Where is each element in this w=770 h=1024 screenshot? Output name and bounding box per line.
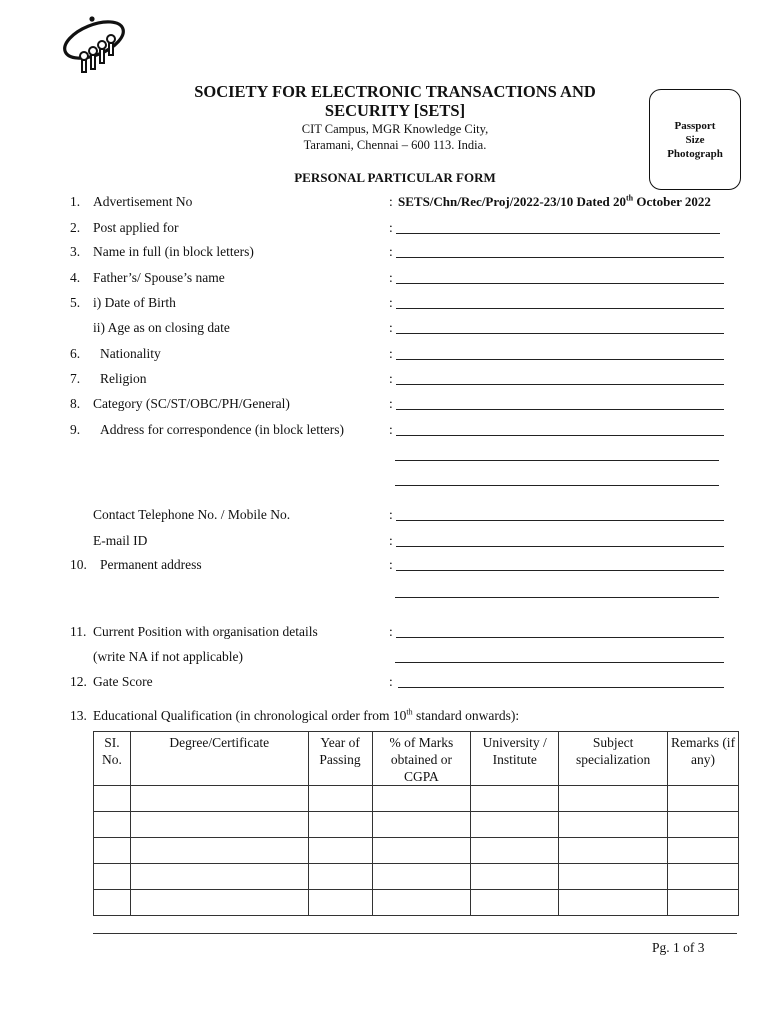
org-name-line2: SECURITY [SETS] — [324, 101, 466, 120]
passport-photo-box[interactable] — [649, 89, 741, 190]
current-position-line2[interactable] — [395, 662, 724, 663]
field-colon: : — [389, 422, 393, 437]
field-label: i) Date of Birth — [93, 295, 176, 310]
field-email — [70, 533, 750, 553]
field-label: (write NA if not applicable) — [93, 649, 243, 664]
nationality-line[interactable] — [396, 359, 724, 360]
table-cell[interactable] — [130, 812, 308, 838]
field-advertisement-no — [70, 194, 750, 214]
religion-line[interactable] — [396, 384, 724, 385]
field-label: Address for correspondence (in block letters) — [100, 422, 345, 437]
table-cell[interactable] — [308, 838, 372, 864]
field-colon: : — [389, 624, 393, 639]
photo-label-line3: Photograph — [667, 148, 723, 160]
post-applied-line[interactable] — [396, 233, 720, 234]
gate-score-line[interactable] — [398, 687, 724, 688]
permanent-address-line2[interactable] — [395, 597, 719, 598]
field-label: Name in full (in block letters) — [93, 244, 254, 259]
field-label: Contact Telephone No. / Mobile No. — [93, 507, 291, 522]
field-label: Father’s/ Spouse’s name — [93, 270, 225, 285]
field-number: 6. — [70, 346, 81, 361]
table-row — [94, 812, 739, 838]
current-position-line1[interactable] — [396, 637, 724, 638]
table-cell[interactable] — [130, 890, 308, 916]
table-cell[interactable] — [559, 838, 668, 864]
form-title: PERSONAL PARTICULAR FORM — [294, 170, 496, 185]
table-cell[interactable] — [559, 864, 668, 890]
field-number: 11. — [70, 624, 87, 639]
email-line[interactable] — [396, 546, 724, 547]
father-spouse-line[interactable] — [396, 283, 724, 284]
field-colon: : — [389, 270, 393, 285]
page-number: Pg. 1 of 3 — [652, 940, 705, 955]
name-line[interactable] — [396, 257, 724, 258]
correspondence-address-line3[interactable] — [395, 485, 719, 486]
field-dob — [70, 295, 750, 315]
field-permanent-address — [70, 557, 750, 577]
photo-label-line1: Passport — [674, 120, 716, 132]
field-label: Post applied for — [93, 220, 179, 235]
age-line[interactable] — [396, 333, 724, 334]
field-colon: : — [389, 194, 393, 209]
table-cell[interactable] — [668, 812, 739, 838]
table-cell[interactable] — [372, 864, 471, 890]
field-number: 2. — [70, 220, 81, 235]
field-category — [70, 396, 750, 416]
table-cell[interactable] — [471, 812, 559, 838]
field-father-spouse — [70, 270, 750, 290]
table-cell[interactable] — [372, 890, 471, 916]
field-label: Religion — [100, 371, 147, 386]
field-number: 8. — [70, 396, 81, 411]
sets-logo — [58, 14, 134, 78]
field-number: 5. — [70, 295, 81, 310]
table-cell[interactable] — [130, 864, 308, 890]
field-colon: : — [389, 557, 393, 572]
field-label: E-mail ID — [93, 533, 148, 548]
correspondence-address-line1[interactable] — [396, 435, 724, 436]
table-cell[interactable] — [471, 838, 559, 864]
table-cell[interactable] — [668, 786, 739, 812]
col-header-sl-no: SI. No. — [94, 732, 131, 786]
table-row — [94, 786, 739, 812]
field-colon: : — [389, 320, 393, 335]
table-cell[interactable] — [559, 786, 668, 812]
field-gate-score — [70, 674, 750, 694]
field-colon: : — [389, 295, 393, 310]
table-cell[interactable] — [471, 864, 559, 890]
table-cell[interactable] — [668, 864, 739, 890]
table-cell[interactable] — [94, 812, 131, 838]
field-colon: : — [389, 220, 393, 235]
field-label: Gate Score — [93, 674, 153, 689]
category-line[interactable] — [396, 409, 724, 410]
correspondence-address-line2[interactable] — [395, 460, 719, 461]
table-cell[interactable] — [94, 864, 131, 890]
table-row — [94, 838, 739, 864]
table-cell[interactable] — [668, 890, 739, 916]
table-cell[interactable] — [308, 812, 372, 838]
table-cell[interactable] — [94, 786, 131, 812]
table-cell[interactable] — [372, 786, 471, 812]
table-row — [94, 890, 739, 916]
field-current-position — [70, 624, 750, 644]
field-post-applied — [70, 220, 750, 240]
table-cell[interactable] — [130, 838, 308, 864]
table-cell[interactable] — [372, 812, 471, 838]
field-number: 3. — [70, 244, 81, 259]
address-line1: CIT Campus, MGR Knowledge City, — [301, 122, 489, 136]
field-label: Permanent address — [100, 557, 202, 572]
table-cell[interactable] — [668, 838, 739, 864]
field-label: Educational Qualification (in chronological order from 10th standard onwards): — [93, 707, 520, 723]
field-age — [70, 320, 750, 340]
col-header-university: University / Institute — [471, 732, 559, 786]
dob-line[interactable] — [396, 308, 724, 309]
table-cell[interactable] — [559, 812, 668, 838]
field-number: 4. — [70, 270, 81, 285]
table-cell[interactable] — [372, 838, 471, 864]
table-cell[interactable] — [94, 838, 131, 864]
field-label: ii) Age as on closing date — [93, 320, 230, 335]
table-cell[interactable] — [308, 786, 372, 812]
table-cell[interactable] — [559, 890, 668, 916]
address-line2: Taramani, Chennai – 600 113. India. — [303, 138, 487, 152]
footer-divider — [93, 933, 737, 934]
field-colon: : — [389, 533, 393, 548]
col-header-degree: Degree/Certificate — [130, 732, 308, 786]
advertisement-no-value: SETS/Chn/Rec/Proj/2022-23/10 Dated 20th October 2022 — [398, 193, 711, 209]
col-header-year: Year of Passing — [308, 732, 372, 786]
field-nationality — [70, 346, 750, 366]
field-name — [70, 244, 750, 264]
field-colon: : — [389, 244, 393, 259]
col-header-marks: % of Marks obtained or CGPA — [372, 732, 471, 786]
field-number: 1. — [70, 194, 81, 209]
field-current-position-note — [70, 649, 750, 669]
field-number: 10. — [70, 557, 87, 572]
table-cell[interactable] — [130, 786, 308, 812]
table-header-row — [94, 732, 739, 786]
field-number: 12. — [70, 674, 87, 689]
permanent-address-line1[interactable] — [396, 570, 724, 571]
table-cell[interactable] — [308, 890, 372, 916]
field-colon: : — [389, 346, 393, 361]
field-educational-qualification — [70, 708, 750, 728]
table-cell[interactable] — [308, 864, 372, 890]
field-colon: : — [389, 396, 393, 411]
photo-label-line2: Size — [685, 134, 705, 146]
table-cell[interactable] — [471, 890, 559, 916]
col-header-subject: Subject specialization — [559, 732, 668, 786]
field-colon: : — [389, 371, 393, 386]
field-colon: : — [389, 507, 393, 522]
field-label: Advertisement No — [93, 194, 193, 209]
field-religion — [70, 371, 750, 391]
field-number: 13. — [70, 708, 87, 723]
field-colon: : — [389, 674, 393, 689]
field-label: Nationality — [100, 346, 161, 361]
field-correspondence-address — [70, 422, 750, 442]
org-name-line1: SOCIETY FOR ELECTRONIC TRANSACTIONS AND — [194, 82, 596, 101]
contact-line[interactable] — [396, 520, 724, 521]
field-number: 9. — [70, 422, 81, 437]
field-number: 7. — [70, 371, 81, 386]
field-label: Category (SC/ST/OBC/PH/General) — [93, 396, 290, 411]
education-table — [93, 731, 739, 916]
field-contact — [70, 507, 750, 527]
field-label: Current Position with organisation details — [93, 624, 318, 639]
table-row — [94, 864, 739, 890]
table-cell[interactable] — [94, 890, 131, 916]
table-cell[interactable] — [471, 786, 559, 812]
col-header-remarks: Remarks (if any) — [668, 732, 739, 786]
